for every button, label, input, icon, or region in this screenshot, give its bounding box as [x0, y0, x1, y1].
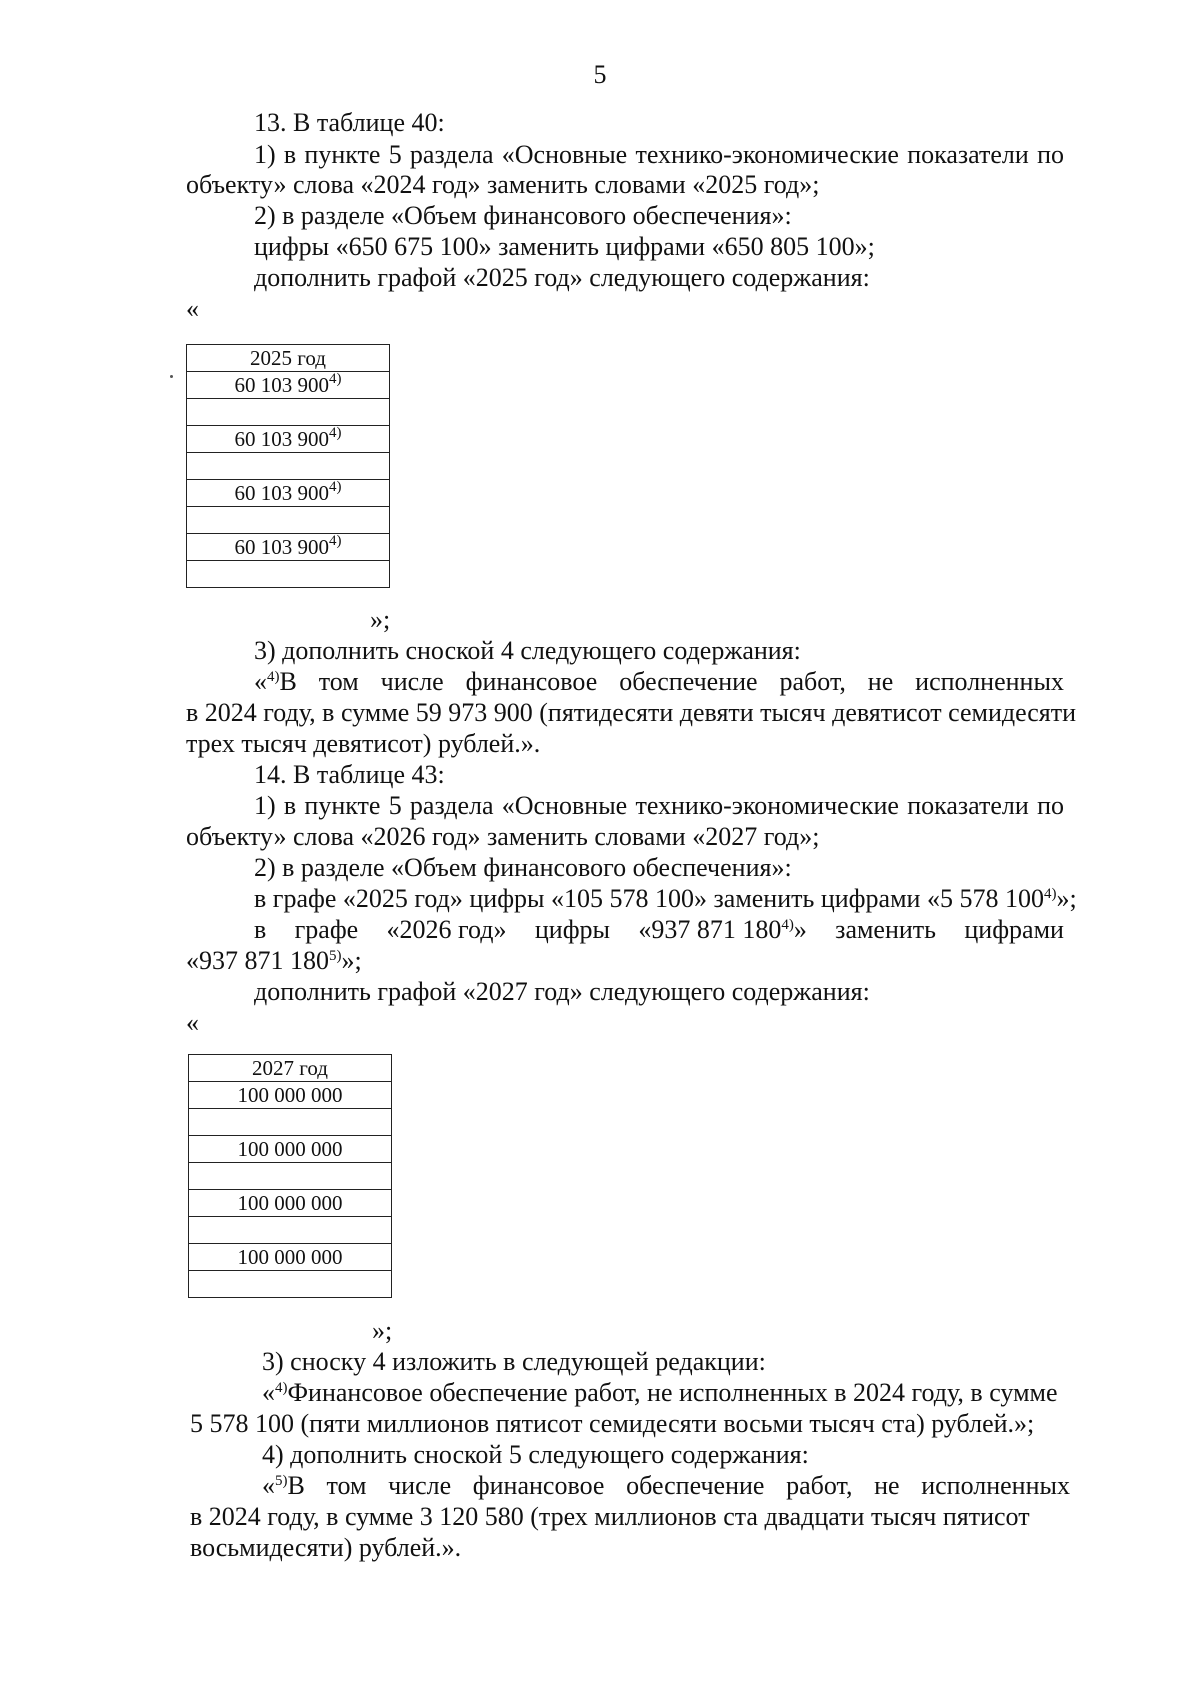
s13-table-cell	[187, 453, 390, 480]
page-number: 5	[593, 60, 607, 89]
s14-p2: 2) в разделе «Объем финансового обеспечения»:	[254, 853, 792, 882]
s14-table-cell: 100 000 000	[189, 1136, 392, 1163]
s14-fn5-line1: «$^{5)}$В том числе финансовое обеспечение работ, не исполненных	[262, 1471, 1070, 1500]
s13-footnote-line3: трех тысяч девятисот) рублей.».	[186, 729, 541, 758]
s13-p2-add: дополнить графой «2025 год» следующего содержания:	[254, 263, 870, 292]
s13-table	[186, 344, 390, 588]
s14-table-cell	[189, 1109, 392, 1136]
s13-p1-line1: 1) в пункте 5 раздела «Основные технико-экономические показатели по	[254, 140, 1064, 169]
s13-heading: 13. В таблице 40:	[254, 108, 445, 137]
s14-fn4-line2: 5 578 100 (пяти миллионов пятисот семидесяти восьми тысяч ста) рублей.»;	[190, 1409, 1035, 1438]
s14-quote-open: «	[186, 1008, 199, 1037]
s13-p2-digits: цифры «650 675 100» заменить цифрами «650 805 100»;	[254, 232, 875, 261]
s14-fn5-line2: в 2024 году, в сумме 3 120 580 (трех миллионов ста двадцати тысяч пятисот	[190, 1502, 1030, 1531]
s14-p3: 3) сноску 4 изложить в следующей редакции:	[262, 1347, 766, 1376]
s14-p1-line2: объекту» слова «2026 год» заменить словами «2027 год»;	[186, 822, 820, 851]
s13-footnote-line2: в 2024 году, в сумме 59 973 900 (пятидесяти девяти тысяч девятисот семидесяти	[186, 698, 1077, 727]
s14-heading: 14. В таблице 43:	[254, 760, 445, 789]
s13-table-cell: 60 103 900$^{4)}$	[187, 372, 390, 399]
s13-p1-line2: объекту» слова «2024 год» заменить словами «2025 год»;	[186, 170, 820, 199]
s14-table-cell: 100 000 000	[189, 1244, 392, 1271]
s14-table-cell	[189, 1217, 392, 1244]
s14-p4: 4) дополнить сноской 5 следующего содержания:	[262, 1440, 809, 1469]
s13-table-cell: 60 103 900$^{4)}$	[187, 534, 390, 561]
s13-table-cell	[187, 561, 390, 588]
s13-quote-close: »;	[370, 605, 391, 634]
s13-quote-open: «	[186, 294, 199, 323]
s14-p2-b-line2: «937 871 180$^{5)}$»;	[186, 946, 362, 975]
s14-p2-b-line1: в графе «2026 год» цифры «937 871 180$^{4)}$» заменить цифрами	[254, 915, 1064, 944]
s14-table-cell: 100 000 000	[189, 1082, 392, 1109]
s13-footnote-line1: «$^{4)}$В том числе финансовое обеспечение работ, не исполненных	[254, 667, 1064, 696]
s13-table-header: 2025 год	[187, 345, 390, 372]
s14-table-cell	[189, 1271, 392, 1298]
scan-speck	[170, 375, 173, 378]
s14-table-cell: 100 000 000	[189, 1190, 392, 1217]
s13-p2: 2) в разделе «Объем финансового обеспечения»:	[254, 201, 792, 230]
s14-fn5-line3: восьмидесяти) рублей.».	[190, 1533, 462, 1562]
s14-p2-add: дополнить графой «2027 год» следующего содержания:	[254, 977, 870, 1006]
s14-table-header: 2027 год	[189, 1055, 392, 1082]
s14-table	[188, 1054, 392, 1298]
s13-p3: 3) дополнить сноской 4 следующего содержания:	[254, 636, 801, 665]
s13-table-cell	[187, 399, 390, 426]
s14-quote-close: »;	[372, 1316, 393, 1345]
s14-p1-line1: 1) в пункте 5 раздела «Основные технико-экономические показатели по	[254, 791, 1064, 820]
s14-fn4-line1: «$^{4)}$Финансовое обеспечение работ, не исполненных в 2024 году, в сумме	[262, 1378, 1058, 1407]
s13-table-cell: 60 103 900$^{4)}$	[187, 480, 390, 507]
s14-p2-a: в графе «2025 год» цифры «105 578 100» заменить цифрами «5 578 100$^{4)}$»;	[254, 884, 1077, 913]
s13-table-cell	[187, 507, 390, 534]
s13-table-cell: 60 103 900$^{4)}$	[187, 426, 390, 453]
s14-table-cell	[189, 1163, 392, 1190]
